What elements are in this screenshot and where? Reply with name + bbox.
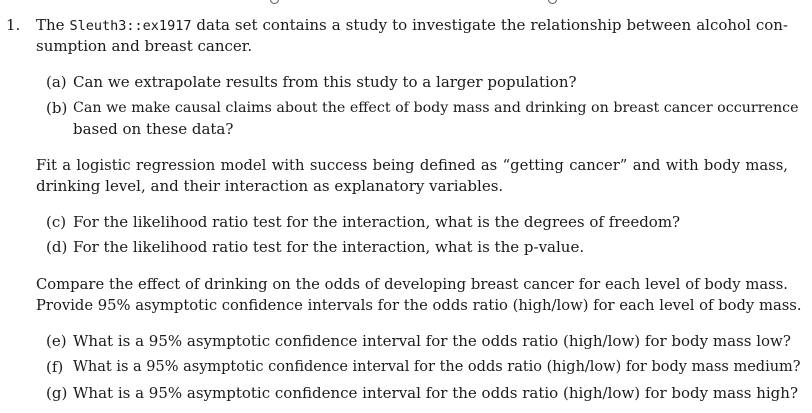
cropped-glyph: [548, 0, 557, 4]
intro-suffix: data set contains a study to investigate the relationship between alcohol con-: [191, 16, 789, 34]
part-text-g: What is a 95% asymptotic confidence interval for the odds ratio (high/low) for body mass high?: [73, 384, 798, 402]
part-text-c: For the likelihood ratio test for the interaction, what is the degrees of freedom?: [73, 213, 681, 231]
intro-line-2: sumption and breast cancer.: [36, 37, 253, 55]
fit-line-1: Fit a logistic regression model with success being defined as “getting cancer” and with body mass,: [36, 157, 788, 174]
part-text-f: What is a 95% asymptotic confidence interval for the odds ratio (high/low) for body mass medium?: [73, 359, 801, 375]
part-label-g: (g): [46, 384, 68, 402]
cropped-top-edge: [0, 0, 812, 4]
intro-line-1: [36, 16, 788, 36]
part-text-b-line-2: based on these data?: [73, 120, 234, 138]
part-text-b-line-1: Can we make causal claims about the effect of body mass and drinking on breast cancer occurrence: [73, 100, 799, 116]
problem-number: 1.: [6, 16, 21, 34]
compare-line-2: Provide 95% asymptotic confidence intervals for the odds ratio (high/low) for each level of body mass.: [36, 297, 802, 314]
cropped-glyph: [270, 0, 279, 4]
dataset-name: Sleuth3::ex1917: [69, 18, 192, 34]
part-text-a: Can we extrapolate results from this study to a larger population?: [73, 73, 577, 91]
part-text-e: What is a 95% asymptotic confidence interval for the odds ratio (high/low) for body mass low?: [73, 332, 791, 350]
part-label-e: (e): [46, 332, 67, 350]
part-label-d: (d): [46, 238, 68, 256]
intro-prefix: The: [36, 16, 70, 34]
compare-line-1: Compare the effect of drinking on the odds of developing breast cancer for each level of body mass.: [36, 276, 788, 293]
part-label-c: (c): [46, 213, 67, 231]
fit-line-2: drinking level, and their interaction as explanatory variables.: [36, 177, 504, 195]
part-label-b: (b): [46, 99, 68, 117]
part-label-f: (f): [46, 358, 64, 376]
part-label-a: (a): [46, 73, 67, 91]
part-text-d: For the likelihood ratio test for the interaction, what is the p-value.: [73, 238, 585, 256]
